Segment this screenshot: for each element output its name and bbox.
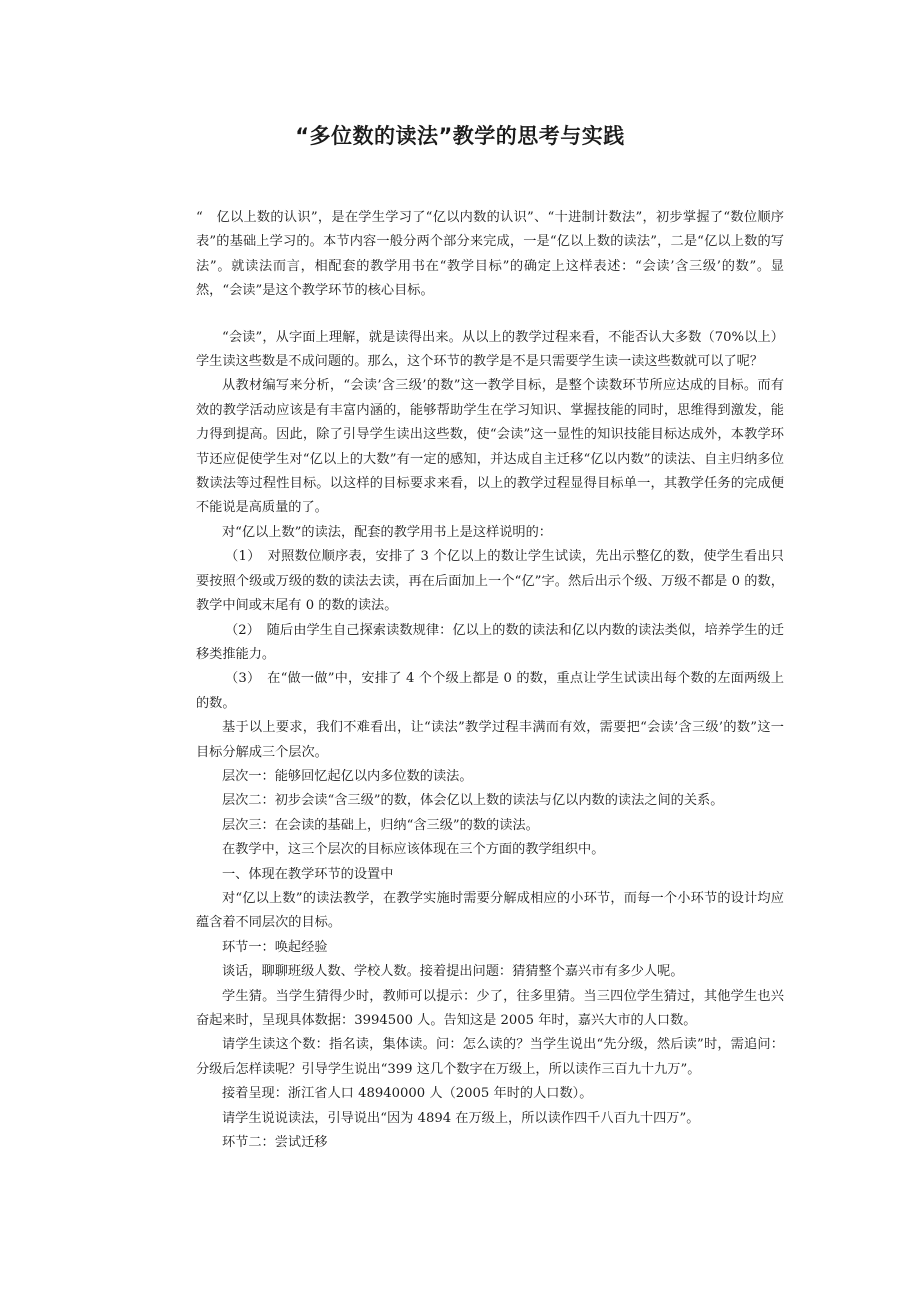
paragraph: 请学生说说读法，引导说出“因为 4894 在万级上，所以读作四千八百九十四万”。 bbox=[222, 1110, 700, 1126]
paragraph: “会读”，从字面上理解，就是读得出来。从以上的教学过程来看，不能否认大多数（70%以上）学生读这些数是不成问题的。那么，这个环节的教学是不是只需要学生读一读这些数就可以了呢？ bbox=[196, 329, 784, 370]
section-heading: 一、体现在教学环节的设置中 bbox=[222, 866, 394, 882]
paragraph: 接着呈现：浙江省人口 48940000 人（2005 年时的人口数）。 bbox=[222, 1086, 593, 1102]
paragraph: 从教材编写来分析，“会读’含三级’的数”这一教学目标，是整个读数环节所应达成的目标。而有效的教学活动应该是有丰富内涵的，能够帮助学生在学习知识、掌握技能的同时，思维得到激发，能力得到提高。因此，除了引导学生读出这些数，使“会读”这一显性的知识技能目标达成外，本教学环节还应促使学生对“亿以上的大数”有一定的感知，并达成自主迁移“亿以内数”的读法、自主归纳多位数读法等过程性目标。以这样的目标要求来看，以上的教学过程显得目标单一，其教学任务的完成便不能说是高质量的了。 bbox=[196, 378, 784, 516]
paragraph: 层次二：初步会读“含三级”的数，体会亿以上数的读法与亿以内数的读法之间的关系。 bbox=[222, 793, 724, 809]
intro-paragraph: “ 亿以上数的认识”，是在学生学习了“亿以内数的认识”、“十进制计数法”，初步掌握了“数位顺序表”的基础上学习的。本节内容一般分两个部分来完成，一是“亿以上数的读法”，二是“亿以上数的写法”。就读法而言，相配套的教学用书在“教学目标”的确定上这样表述：“会读’含三级’的数”。显然，“会读”是这个教学环节的核心目标。 bbox=[196, 210, 784, 299]
document-title: “多位数的读法”教学的思考与实践 bbox=[295, 124, 625, 148]
subsection-heading: 环节二：尝试迁移 bbox=[222, 1135, 328, 1151]
paragraph: 对“亿以上数”的读法，配套的教学用书上是这样说明的： bbox=[222, 524, 552, 540]
list-item: （2） 随后由学生自己探索读数规律：亿以上的数的读法和亿以内数的读法类似，培养学生的迁移类推能力。 bbox=[196, 622, 784, 662]
list-item: （1） 对照数位顺序表，安排了 3 个亿以上的数让学生试读，先出示整亿的数，使学生看出只要按照个级或万级的数的读法去读，再在后面加上一个“亿”字。然后出示个级、万级不都是 0 的数，教学中间或末尾有 0 的数的读法。 bbox=[196, 549, 784, 614]
list-item: （3） 在“做一做”中，安排了 4 个个级上都是 0 的数，重点让学生试读出每个数的左面两级上的数。 bbox=[196, 671, 784, 711]
paragraph: 谈话，聊聊班级人数、学校人数。接着提出问题：猜猜整个嘉兴市有多少人呢。 bbox=[222, 964, 684, 980]
paragraph-gap bbox=[196, 304, 784, 326]
subsection-heading: 环节一：唤起经验 bbox=[222, 939, 328, 955]
document-body bbox=[196, 206, 784, 1155]
paragraph: 学生猜。当学生猜得少时，教师可以提示：少了，往多里猜。当三四位学生猜过，其他学生也兴奋起来时，呈现具体数据：3994500 人。告知这是 2005 年时，嘉兴大市的人口数。 bbox=[196, 988, 784, 1028]
paragraph: 对“亿以上数”的读法教学，在教学实施时需要分解成相应的小环节，而每一个小环节的设计均应蕴含着不同层次的目标。 bbox=[196, 890, 784, 931]
paragraph: 基于以上要求，我们不难看出，让“读法”教学过程丰满而有效，需要把“会读’含三级’的数”这一目标分解成三个层次。 bbox=[196, 720, 784, 760]
paragraph: 层次一：能够回忆起亿以内多位数的读法。 bbox=[222, 768, 473, 784]
paragraph: 请学生读这个数：指名读，集体读。问：怎么读的？当学生说出“先分级，然后读”时，需追问：分级后怎样读呢？引导学生说出“399 这几个数字在万级上，所以读作三百九十九万”。 bbox=[196, 1037, 784, 1077]
paragraph: 在教学中，这三个层次的目标应该体现在三个方面的教学组织中。 bbox=[222, 842, 605, 858]
paragraph: 层次三：在会读的基础上，归纳“含三级”的数的读法。 bbox=[222, 817, 539, 833]
